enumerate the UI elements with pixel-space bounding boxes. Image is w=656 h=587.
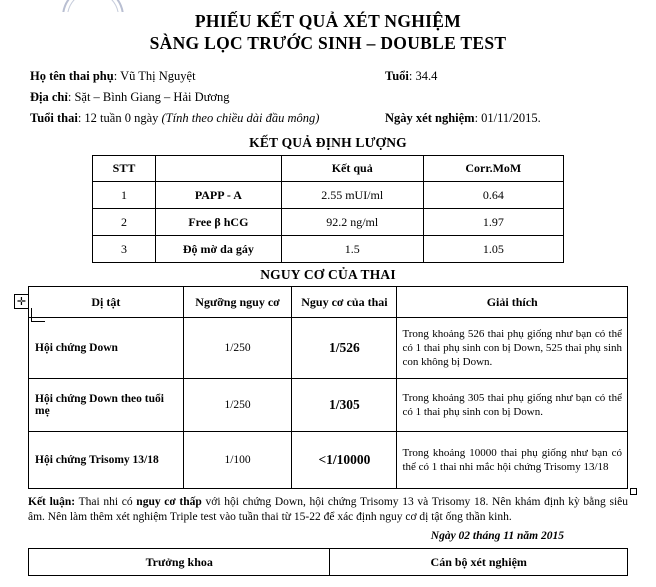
quant-col-stt: STT xyxy=(93,156,156,182)
quant-section-heading: KẾT QUẢ ĐỊNH LƯỢNG xyxy=(249,135,407,150)
table-move-handle-icon[interactable]: ✛ xyxy=(14,294,29,309)
table-row xyxy=(29,379,628,432)
patient-name-label: Họ tên thai phụ xyxy=(30,69,114,83)
patient-info xyxy=(0,66,656,129)
risk-cell-risk: 1/526 xyxy=(292,318,397,379)
handle-tick-vertical xyxy=(31,308,32,322)
test-date-group xyxy=(385,108,541,129)
title-line-2: SÀNG LỌC TRƯỚC SINH – DOUBLE TEST xyxy=(149,33,507,53)
table-row xyxy=(29,318,628,379)
quant-cell-name: PAPP - A xyxy=(155,182,281,209)
risk-header-row xyxy=(29,287,628,318)
quant-table-wrapper xyxy=(0,155,656,263)
patient-age-group xyxy=(385,66,437,87)
table-row xyxy=(93,236,564,263)
risk-col-risk: Nguy cơ của thai xyxy=(292,287,397,318)
table-row xyxy=(93,209,564,236)
patient-age-value: : 34.4 xyxy=(408,69,438,83)
risk-cell-risk: 1/305 xyxy=(292,379,397,432)
quant-col-result: Kết quả xyxy=(281,156,423,182)
risk-cell-explanation: Trong khoảng 526 thai phụ giống như bạn có thể có 1 thai phụ sinh con bị Down, 525 thai phụ sinh con không bị Down. xyxy=(397,318,628,379)
risk-cell-explanation: Trong khoảng 10000 thai phụ giống như bạn có thể có 1 thai nhi mắc hội chứng Trisomy 13/18 xyxy=(397,432,628,489)
risk-cell-defect: Hội chứng Down xyxy=(29,318,184,379)
conclusion-text-part-2: với hội chứng Down, hội chứng Trisomy 13 và Trisomy 18. Nên khám định kỳ bằng siêu âm. Nên làm thêm xét nghiệm Triple test vào tuần thai từ 15-22 để xác định nguy cơ dị tật ống thần kinh. xyxy=(28,496,628,523)
page-title xyxy=(0,0,656,54)
signature-table-wrapper xyxy=(28,548,628,576)
patient-address-row xyxy=(30,87,638,108)
quant-cell-result: 92.2 ng/ml xyxy=(281,209,423,236)
patient-name-value: : Vũ Thị Nguyệt xyxy=(113,69,196,83)
quant-cell-name: Độ mờ da gáy xyxy=(155,236,281,263)
risk-cell-explanation: Trong khoảng 305 thai phụ giống như bạn có thể có 1 thai phụ sinh con bị Down. xyxy=(397,379,628,432)
signature-head-of-department: Trưởng khoa xyxy=(29,549,330,576)
patient-age-label: Tuổi xyxy=(385,69,409,83)
quant-col-mom: Corr.MoM xyxy=(423,156,563,182)
handle-tick-horizontal xyxy=(31,321,45,322)
patient-name-row xyxy=(30,66,638,87)
quant-col-name xyxy=(155,156,281,182)
quant-cell-stt: 3 xyxy=(93,236,156,263)
conclusion-emphasis: nguy cơ thấp xyxy=(136,496,202,508)
risk-cell-risk: <1/10000 xyxy=(292,432,397,489)
risk-cell-threshold: 1/250 xyxy=(183,379,292,432)
risk-table-wrapper xyxy=(0,286,656,489)
signing-date: Ngày 02 tháng 11 năm 2015 xyxy=(430,530,564,542)
gestational-age-label: Tuổi thai xyxy=(30,111,78,125)
quantitative-results-table xyxy=(92,155,564,263)
quant-cell-mom: 1.97 xyxy=(423,209,563,236)
conclusion-label: Kết luận: xyxy=(28,496,76,508)
signature-table xyxy=(28,548,628,576)
gestational-age-note: (Tính theo chiều dài đầu mông) xyxy=(161,111,320,125)
title-line-1: PHIẾU KẾT QUẢ XÉT NGHIỆM xyxy=(194,11,462,31)
gestational-age-row xyxy=(30,108,638,129)
table-resize-handle-icon[interactable] xyxy=(630,488,637,495)
risk-section-heading: NGUY CƠ CỦA THAI xyxy=(260,267,396,282)
quant-header-row xyxy=(93,156,564,182)
risk-col-defect: Dị tật xyxy=(29,287,184,318)
table-row xyxy=(93,182,564,209)
patient-address-value: : Sặt – Bình Giang – Hải Dương xyxy=(67,90,230,104)
quant-cell-result: 1.5 xyxy=(281,236,423,263)
signature-lab-technician: Cán bộ xét nghiệm xyxy=(330,549,628,576)
risk-col-explanation: Giải thích xyxy=(397,287,628,318)
quant-cell-name: Free β hCG xyxy=(155,209,281,236)
fetal-risk-table xyxy=(28,286,628,489)
risk-cell-threshold: 1/250 xyxy=(183,318,292,379)
quant-cell-stt: 2 xyxy=(93,209,156,236)
quant-cell-result: 2.55 mUI/ml xyxy=(281,182,423,209)
risk-cell-defect: Hội chứng Down theo tuổi mẹ xyxy=(29,379,184,432)
signature-header-row xyxy=(29,549,628,576)
conclusion-text-part-1: Thai nhi có xyxy=(75,496,137,508)
quant-cell-mom: 1.05 xyxy=(423,236,563,263)
test-date-label: Ngày xét nghiệm xyxy=(385,111,475,125)
patient-address-label: Địa chỉ xyxy=(30,90,68,104)
conclusion-paragraph xyxy=(28,495,628,525)
gestational-age-value: : 12 tuần 0 ngày xyxy=(77,111,162,125)
quant-cell-stt: 1 xyxy=(93,182,156,209)
test-date-value: : 01/11/2015. xyxy=(474,111,541,125)
risk-cell-threshold: 1/100 xyxy=(183,432,292,489)
quant-cell-mom: 0.64 xyxy=(423,182,563,209)
risk-cell-defect: Hội chứng Trisomy 13/18 xyxy=(29,432,184,489)
risk-col-threshold: Ngưỡng nguy cơ xyxy=(183,287,292,318)
table-row xyxy=(29,432,628,489)
